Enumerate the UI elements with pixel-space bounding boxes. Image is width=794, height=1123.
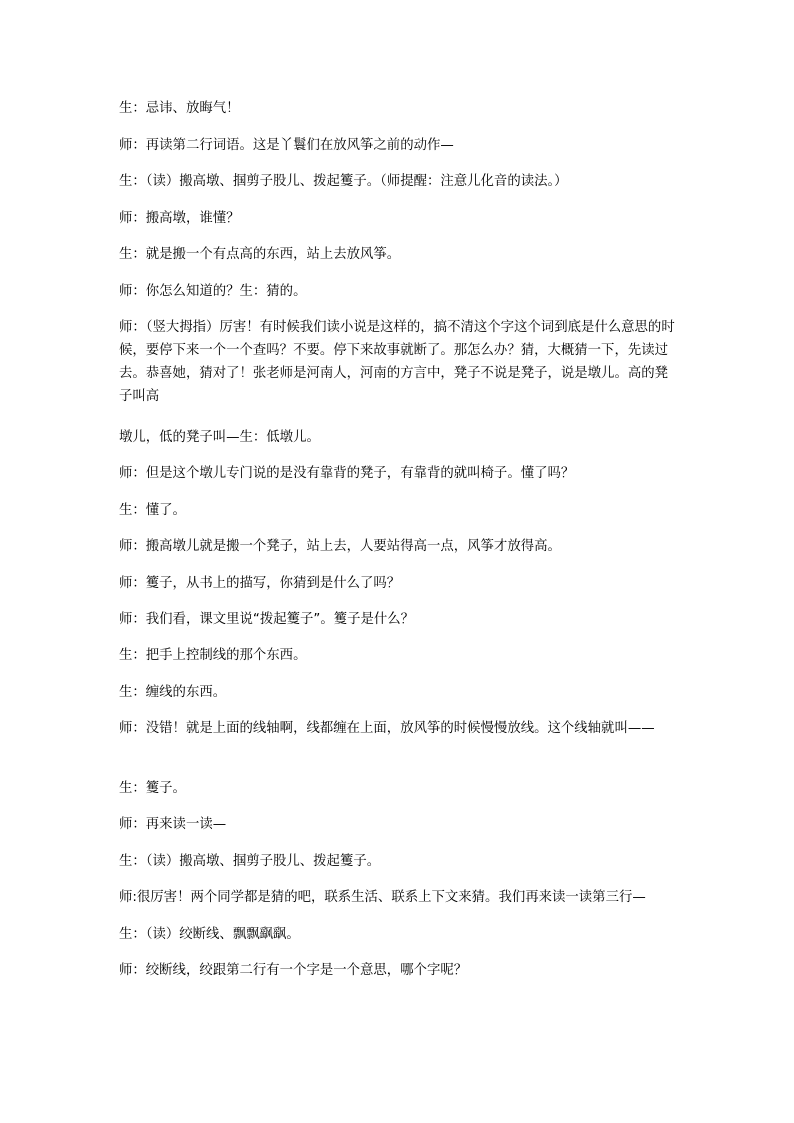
- paragraph-7: 师：（竖大拇指）厉害！有时候我们读小说是这样的，搞不清这个字这个词到底是什么意思的时候，要停下来一个一个查吗？不要。停下来故事就断了。那怎么办？猜，大概猜一下，先读过去。恭喜她，猜对了！张老师是河南人，河南的方言中，凳子不说是凳子，说是墩儿。高的凳子叫高: [119, 320, 675, 404]
- paragraph-2: 师：再读第二行词语。这是丫鬟们在放风筝之前的动作—: [119, 138, 454, 153]
- paragraph-22: 师：绞断线，绞跟第二行有一个字是一个意思，哪个字呢？: [119, 963, 468, 978]
- paragraph-1: 生：忌讳、放晦气！: [119, 101, 240, 116]
- paragraph-17: 生：籆子。: [119, 781, 186, 796]
- paragraph-18: 师：再来读一读—: [119, 817, 227, 832]
- paragraph-15: 生：缠线的东西。: [119, 685, 227, 700]
- paragraph-16: 师：没错！就是上面的线轴啊，线都缠在上面，放风筝的时候慢慢放线。这个线轴就叫——: [119, 721, 655, 736]
- paragraph-8: 墩儿，低的凳子叫—生：低墩儿。: [119, 430, 320, 445]
- paragraph-6: 师：你怎么知道的？生：猜的。: [119, 284, 307, 299]
- paragraph-4: 师：搬高墩，谁懂？: [119, 211, 240, 226]
- paragraph-14: 生：把手上控制线的那个东西。: [119, 648, 307, 663]
- paragraph-3: 生：（读）搬高墩、掴剪子股儿、拨起籆子。（师提醒：注意儿化音的读法。）: [119, 174, 568, 189]
- paragraph-13: 师：我们看，课文里说“拨起籆子”。籆子是什么？: [119, 612, 415, 627]
- paragraph-12: 师：籆子，从书上的描写，你猜到是什么了吗？: [119, 576, 401, 591]
- paragraph-11: 师：搬高墩儿就是搬一个凳子，站上去，人要站得高一点，风筝才放得高。: [119, 539, 561, 554]
- paragraph-20: 师:很厉害！两个同学都是猜的吧，联系生活、联系上下文来猜。我们再来读一读第三行—: [119, 890, 646, 905]
- paragraph-10: 生：懂了。: [119, 503, 186, 518]
- paragraph-21: 生：（读）绞断线、飘飘飖飖。: [119, 927, 300, 942]
- paragraph-5: 生：就是搬一个有点高的东西，站上去放风筝。: [119, 247, 401, 262]
- paragraph-9: 师：但是这个墩儿专门说的是没有靠背的凳子，有靠背的就叫椅子。懂了吗？: [119, 466, 575, 481]
- paragraph-19: 生：（读）搬高墩、掴剪子股儿、拨起籆子。: [119, 854, 381, 869]
